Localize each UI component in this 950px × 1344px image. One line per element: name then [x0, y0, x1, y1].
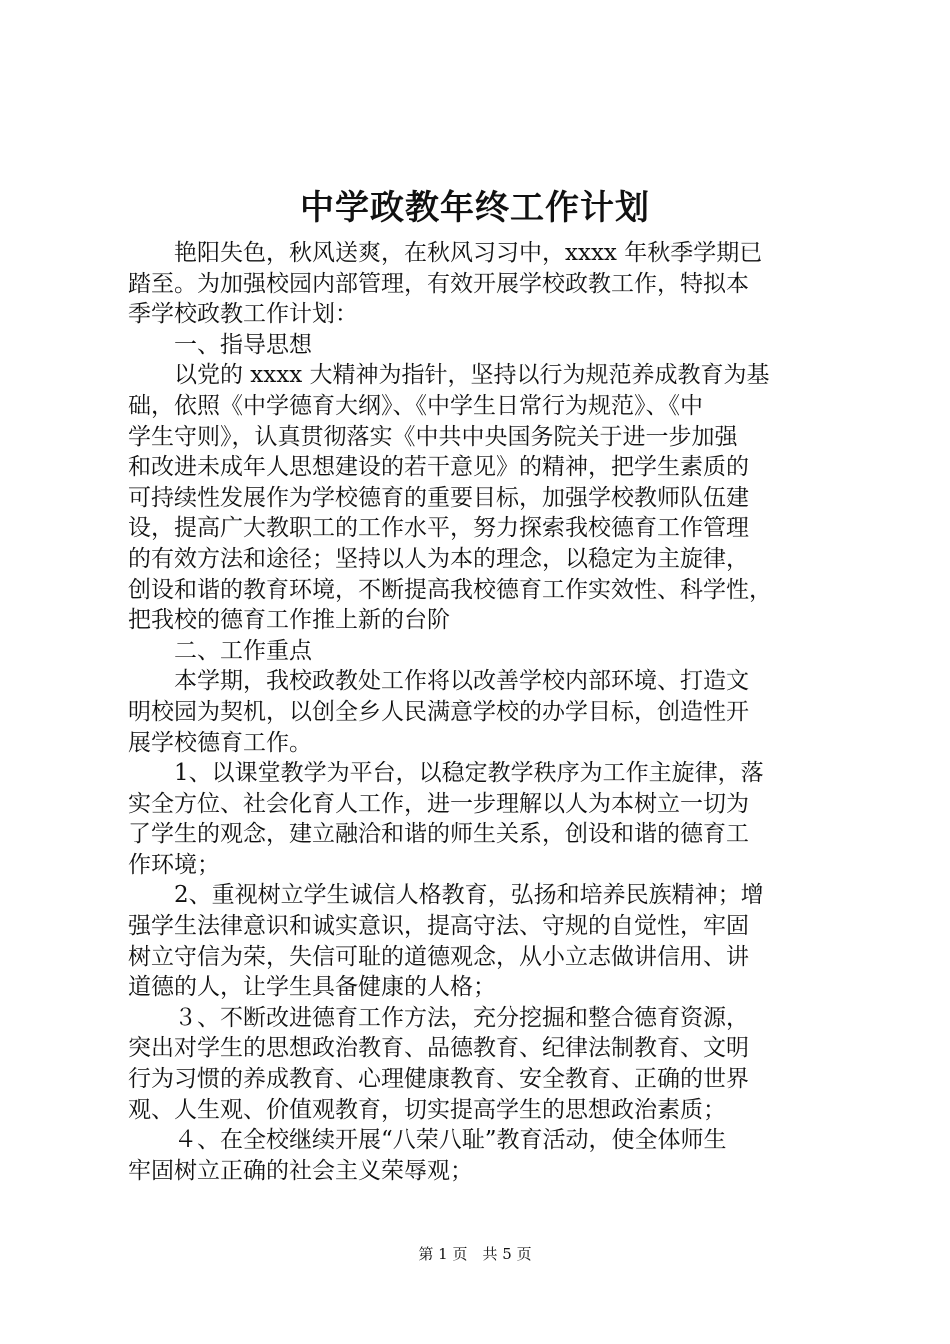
body-line: 强学生法律意识和诚实意识，提高守法、守规的自觉性，牢固: [128, 913, 749, 940]
body-line: 季学校政教工作计划：: [128, 301, 358, 328]
body-line: 展学校德育工作。: [128, 729, 312, 756]
body-line: 把我校的德育工作推上新的台阶: [128, 607, 450, 634]
body-line: 本学期，我校政教处工作将以改善学校内部环境、打造文: [128, 668, 749, 695]
body-line: 明校园为契机，以创全乡人民满意学校的办学目标，创造性开: [128, 698, 749, 725]
document-title: 中学政教年终工作计划: [300, 188, 650, 228]
body-line: ４、在全校继续开展“八荣八耻”教育活动，使全体师生: [128, 1127, 727, 1154]
body-line: 1、以课堂教学为平台，以稳定教学秩序为工作主旋律，落: [128, 760, 764, 787]
page-number-footer: 第 1 页 共 5 页: [418, 1245, 532, 1263]
document-body: [128, 238, 838, 1186]
body-line: 踏至。为加强校园内部管理，有效开展学校政教工作，特拟本: [128, 270, 749, 297]
body-line: 实全方位、社会化育人工作，进一步理解以人为本树立一切为: [128, 790, 749, 817]
body-line: 学生守则》，认真贯彻落实《中共中央国务院关于进一步加强: [128, 423, 738, 450]
body-line: 观、人生观、价值观教育，切实提高学生的思想政治素质；: [128, 1096, 726, 1123]
section-heading: 一、指导思想: [128, 331, 312, 358]
body-line: 可持续性发展作为学校德育的重要目标，加强学校教师队伍建: [128, 484, 749, 511]
body-line: 牢固树立正确的社会主义荣辱观；: [128, 1157, 473, 1184]
body-line: 了学生的观念，建立融洽和谐的师生关系，创设和谐的德育工: [128, 821, 749, 848]
body-line: 树立守信为荣，失信可耻的道德观念，从小立志做讲信用、讲: [128, 943, 749, 970]
body-line: 础，依照《中学德育大纲》、《中学生日常行为规范》、《中: [128, 392, 703, 419]
body-line: 艳阳失色，秋风送爽，在秋风习习中，xxxx 年秋季学期已: [128, 240, 763, 266]
body-line: 道德的人，让学生具备健康的人格；: [128, 974, 496, 1001]
body-line: 2、重视树立学生诚信人格教育，弘扬和培养民族精神；增: [128, 882, 764, 909]
body-line: 行为习惯的养成教育、心理健康教育、安全教育、正确的世界: [128, 1066, 749, 1093]
body-line: 突出对学生的思想政治教育、品德教育、纪律法制教育、文明: [128, 1035, 749, 1062]
section-heading: 二、工作重点: [128, 637, 312, 664]
body-line: 设，提高广大教职工的工作水平，努力探索我校德育工作管理: [128, 515, 749, 542]
body-line: 和改进未成年人思想建设的若干意见》的精神，把学生素质的: [128, 454, 749, 481]
body-line: ３、不断改进德育工作方法，充分挖掘和整合德育资源，: [128, 1004, 749, 1031]
body-line: 以党的 xxxx 大精神为指针，坚持以行为规范养成教育为基: [128, 362, 770, 389]
body-line: 作环境；: [128, 851, 220, 878]
body-line: 创设和谐的教育环境，不断提高我校德育工作实效性、科学性，: [128, 576, 772, 603]
body-line: 的有效方法和途径；坚持以人为本的理念，以稳定为主旋律，: [128, 545, 749, 572]
